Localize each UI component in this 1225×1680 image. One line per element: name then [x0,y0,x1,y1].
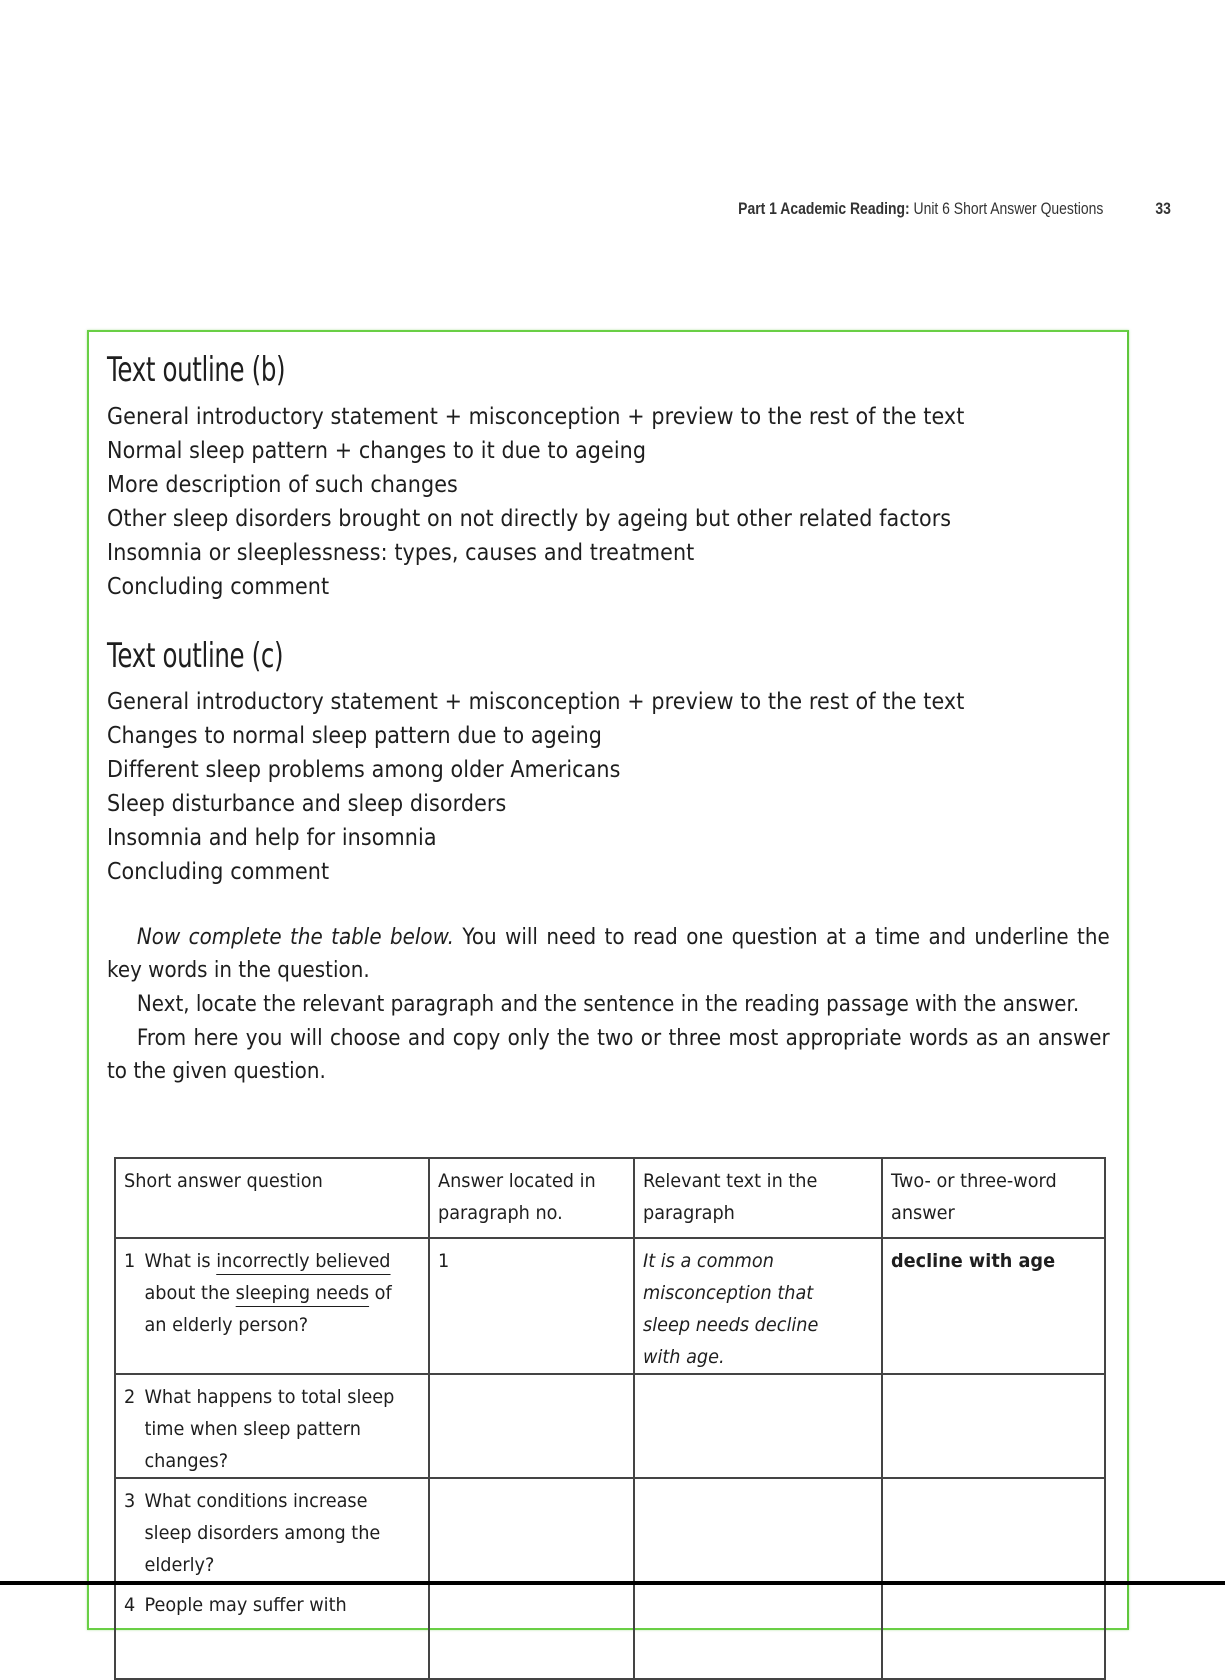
outline-b-item: Concluding comment [107,574,330,600]
question-number: 2 [124,1386,136,1408]
column-header: Answer located in paragraph no. [429,1158,634,1238]
underlined-keyword: sleeping needs [235,1282,370,1304]
instruction-paragraph-3: From here you will choose and copy only the two or three most appropriate words as an answer to the given question. [107,1026,1110,1084]
outline-c-heading: Text outline (c) [107,636,284,676]
relevant-text-cell[interactable]: It is a common misconception that sleep needs decline with age. [634,1238,882,1374]
column-header: Relevant text in the paragraph [634,1158,882,1238]
question-number: 1 [124,1250,136,1272]
question-text: People may suffer with [144,1594,347,1616]
running-head [0,199,1225,223]
table-header-row [115,1158,1105,1238]
question-number: 3 [124,1490,136,1512]
underlined-keyword: incorrectly believed [216,1250,391,1272]
outline-b-item: Other sleep disorders brought on not directly by ageing but other related factors [107,506,952,532]
outline-b-item: Normal sleep pattern + changes to it due to ageing [107,438,647,464]
column-header: Short answer question [115,1158,429,1238]
question-text: What is incorrectly believed about the sleeping needs of an elderly person? [144,1250,392,1336]
instruction-paragraph-2: Next, locate the relevant paragraph and the sentence in the reading passage with the answer. [136,992,1080,1017]
outline-c-item: Changes to normal sleep pattern due to ageing [107,723,603,749]
relevant-text-cell[interactable] [634,1582,882,1679]
paragraph-cell[interactable]: 1 [429,1238,634,1374]
outline-b-list [107,400,1060,604]
instruction-emphasis: Now complete the table below. [136,925,454,950]
question-cell [115,1478,429,1582]
column-header: Two- or three-word answer [882,1158,1105,1238]
question-cell [115,1582,429,1679]
running-head-title [738,199,1103,219]
instructions [107,921,1110,1088]
short-answer-table [114,1157,1106,1680]
outline-c-item: Sleep disturbance and sleep disorders [107,791,507,817]
table-row [115,1582,1105,1679]
page-number: 33 [1155,199,1171,218]
outline-c-item: Concluding comment [107,859,330,885]
relevant-text-cell[interactable] [634,1374,882,1478]
question-text: What conditions increase sleep disorders among the elderly? [144,1490,381,1576]
question-cell [115,1374,429,1478]
page-edge-divider [0,1581,1225,1585]
outline-c-item: General introductory statement + misconception + preview to the rest of the text [107,689,965,715]
instruction-paragraph-1 [107,921,1110,987]
instruction-text: You will need to read one question at a time and underline the key words in the question. [107,925,1110,983]
outline-b-item: Insomnia or sleeplessness: types, causes and treatment [107,540,695,566]
running-head-unit: Unit 6 Short Answer Questions [909,199,1103,218]
paragraph-cell[interactable] [429,1582,634,1679]
relevant-text-cell[interactable] [634,1478,882,1582]
table-row [115,1374,1105,1478]
outline-b-heading: Text outline (b) [107,350,286,390]
table-row [115,1478,1105,1582]
table-row [115,1238,1105,1374]
question-number: 4 [124,1594,136,1616]
answer-cell[interactable] [882,1582,1105,1679]
outline-c-item: Different sleep problems among older Americans [107,757,621,783]
paragraph-cell[interactable] [429,1374,634,1478]
outline-c-item: Insomnia and help for insomnia [107,825,437,851]
running-head-part: Part 1 Academic Reading: [737,199,910,218]
outline-b-item: General introductory statement + misconception + preview to the rest of the text [107,404,965,430]
question-text: What happens to total sleep time when sleep pattern changes? [144,1386,395,1472]
outline-b-item: More description of such changes [107,472,458,498]
question-cell [115,1238,429,1374]
answer-cell[interactable] [882,1374,1105,1478]
paragraph-cell[interactable] [429,1478,634,1582]
answer-cell[interactable]: decline with age [882,1238,1105,1374]
outline-c-list [107,685,1060,889]
answer-cell[interactable] [882,1478,1105,1582]
